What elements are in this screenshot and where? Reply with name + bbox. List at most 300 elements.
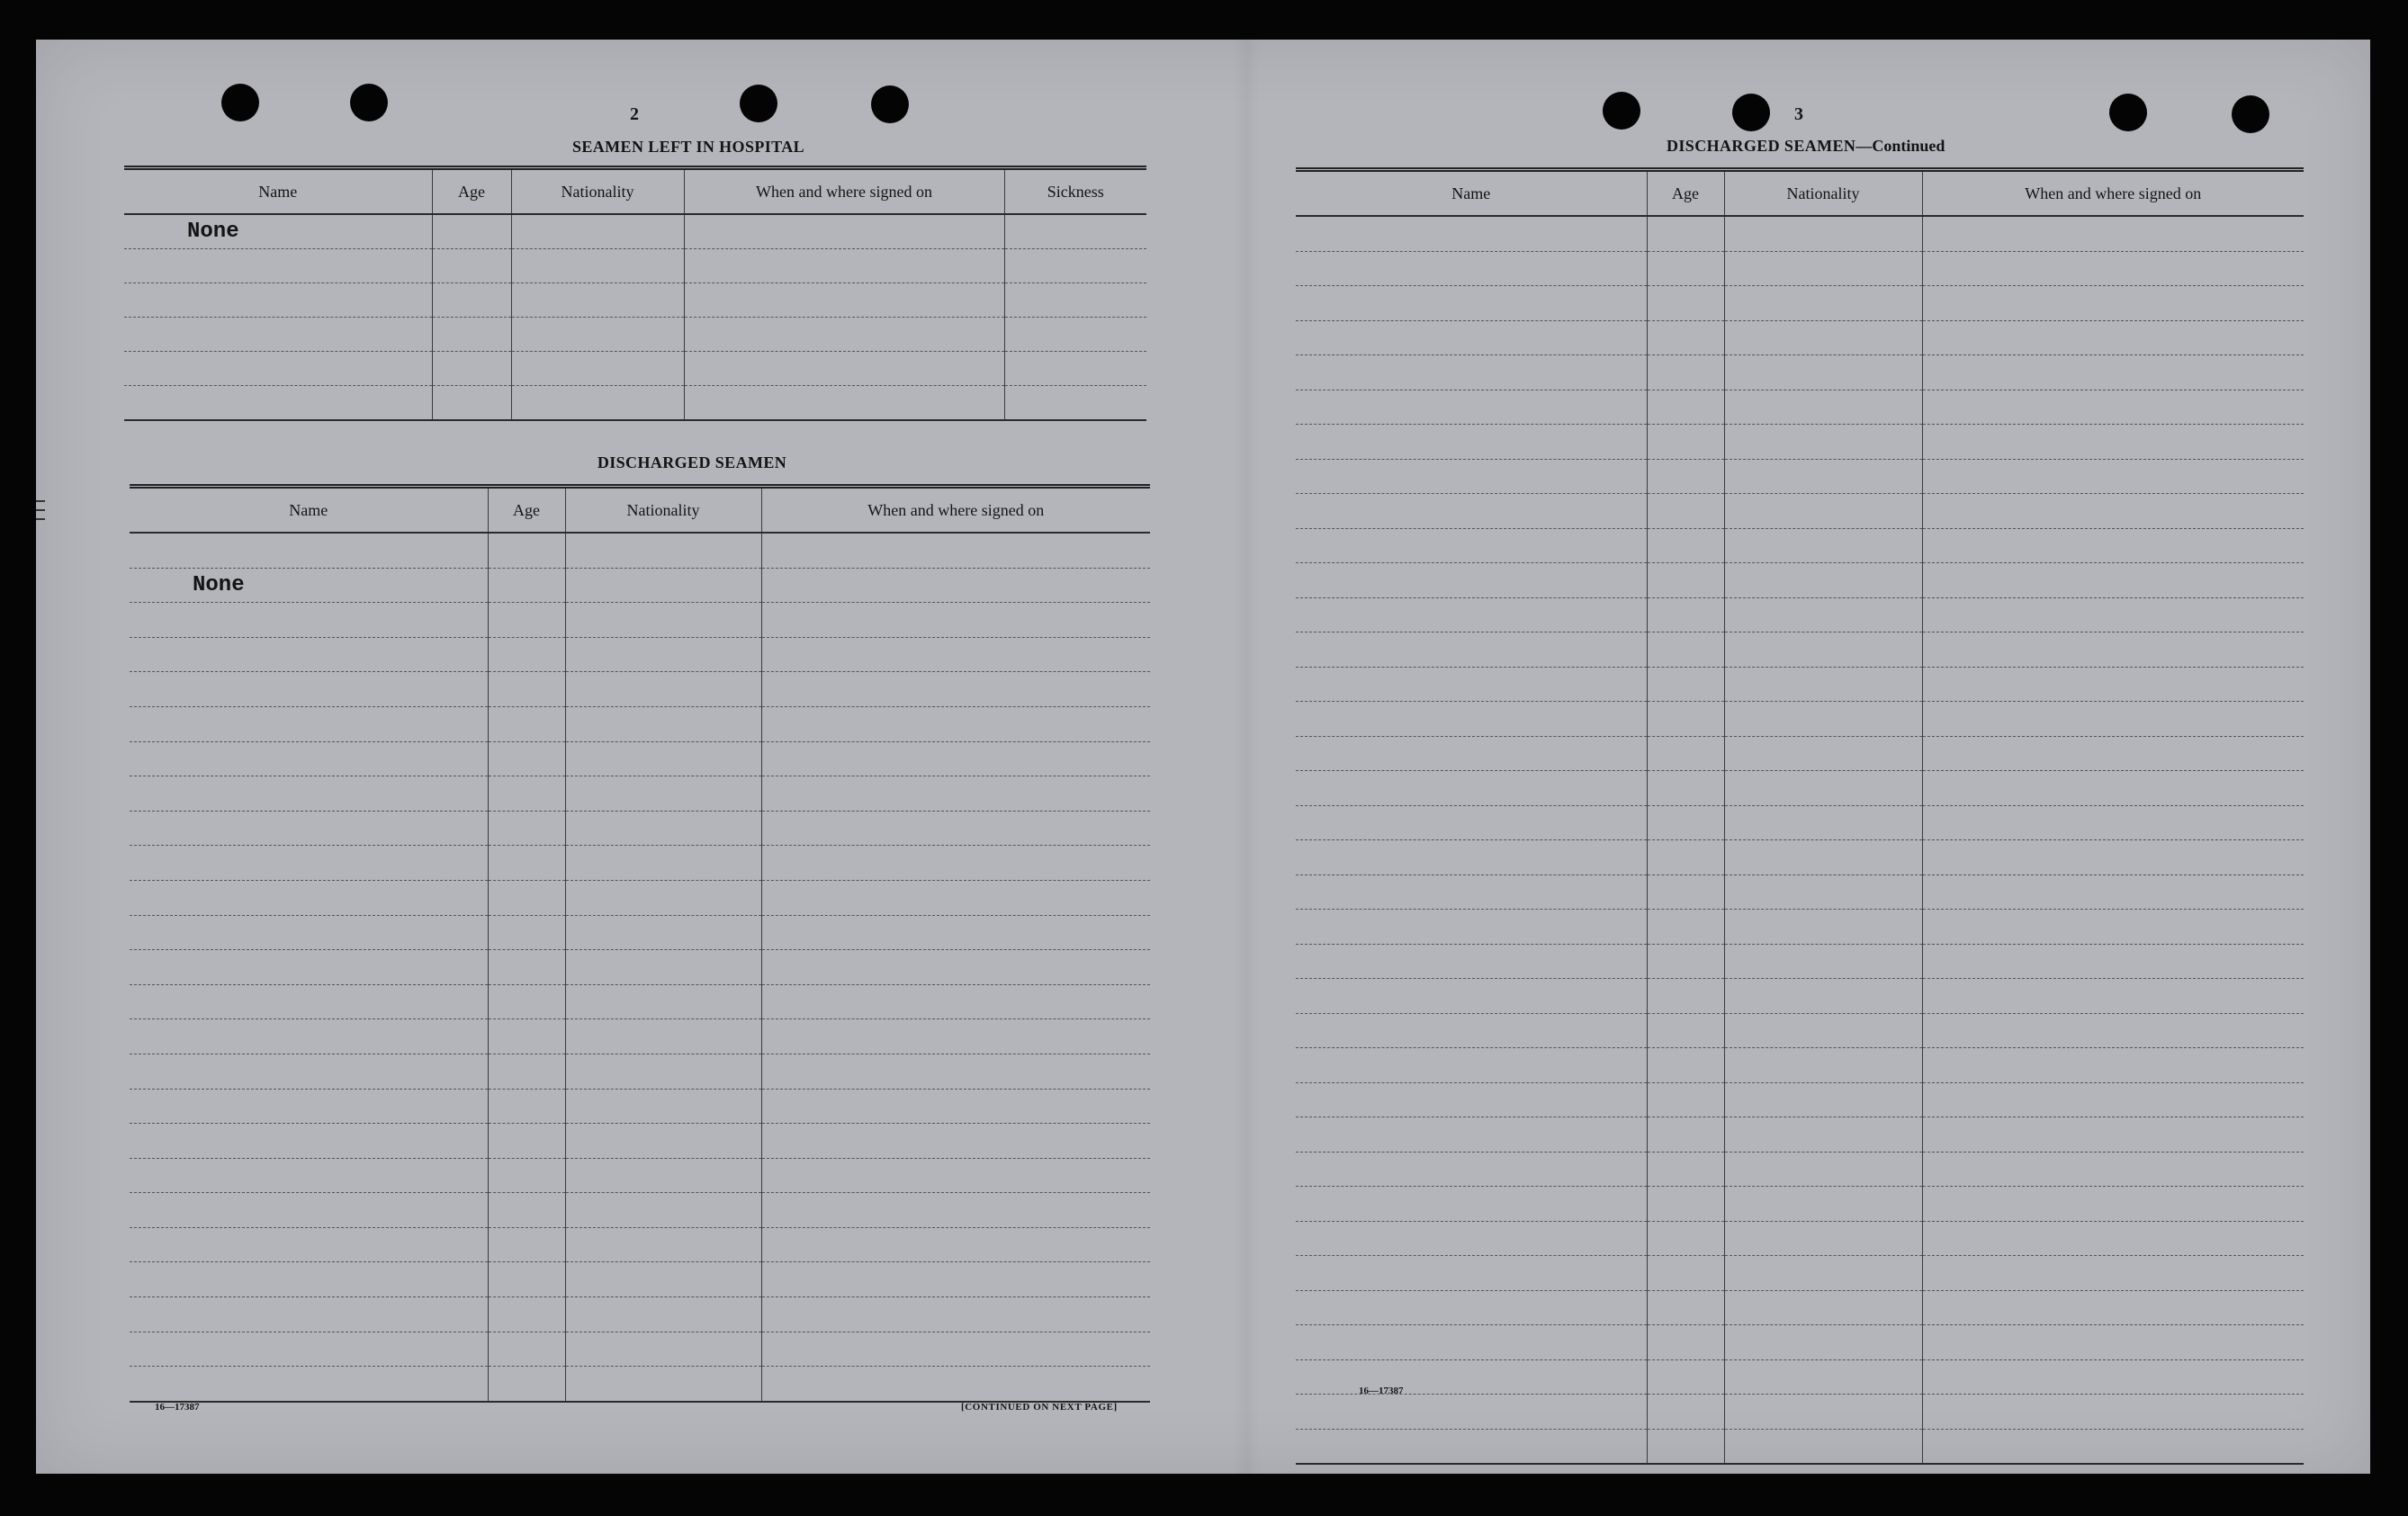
table-cell <box>1922 1325 2304 1360</box>
table-cell <box>1922 840 2304 875</box>
table-cell <box>1724 771 1922 806</box>
table-cell <box>488 1367 565 1402</box>
table-cell <box>761 533 1150 568</box>
form-sheet <box>36 40 2370 1474</box>
table-row <box>1296 1325 2304 1360</box>
table-cell <box>432 283 511 318</box>
table-cell <box>1724 563 1922 598</box>
right-page <box>1260 40 2370 1474</box>
table-cell <box>1724 1082 1922 1117</box>
table-row <box>1296 1048 2304 1083</box>
table-row <box>130 1367 1150 1402</box>
column-header-signed-on: When and where signed on <box>684 168 1004 215</box>
table-cell <box>565 568 761 603</box>
table-cell <box>488 637 565 672</box>
table-cell <box>684 386 1004 421</box>
table-cell <box>761 706 1150 741</box>
table-header-row <box>130 487 1150 534</box>
table-cell <box>1724 1359 1922 1395</box>
table-cell <box>488 915 565 950</box>
section-title-suffix: —Continued <box>1855 137 1945 155</box>
table-cell <box>1647 494 1724 529</box>
table-cell <box>130 672 488 707</box>
form-number: 16—17387 <box>1359 1386 1404 1396</box>
table-cell <box>488 603 565 638</box>
table-row <box>1296 355 2304 390</box>
table-cell <box>761 672 1150 707</box>
table-cell <box>761 1193 1150 1228</box>
table-cell <box>565 603 761 638</box>
table-cell <box>1296 1429 1647 1464</box>
table-cell <box>124 318 432 352</box>
table-row <box>130 984 1150 1019</box>
table-cell <box>1296 1013 1647 1048</box>
table-cell <box>1296 528 1647 563</box>
table-cell <box>1922 667 2304 702</box>
table-cell <box>1647 1256 1724 1291</box>
table-cell <box>130 1367 488 1402</box>
table-cell <box>1296 875 1647 910</box>
table-row <box>1296 286 2304 321</box>
table-cell <box>432 386 511 421</box>
table-cell <box>565 637 761 672</box>
table-cell <box>1922 736 2304 771</box>
section-title-text: DISCHARGED SEAMEN <box>1667 137 1856 155</box>
table-row <box>1296 1429 2304 1464</box>
table-row <box>1296 1290 2304 1325</box>
table-cell <box>488 1089 565 1124</box>
table-cell <box>1296 944 1647 979</box>
column-header-nationality: Nationality <box>565 487 761 534</box>
table-cell <box>1296 805 1647 840</box>
table-cell <box>1647 840 1724 875</box>
column-header-age: Age <box>432 168 511 215</box>
table-cell <box>1647 979 1724 1014</box>
table-cell <box>488 880 565 915</box>
section-title-discharged-continued <box>1667 137 1945 156</box>
table-cell <box>1004 283 1146 318</box>
table-cell <box>1296 286 1647 321</box>
table-cell <box>565 1262 761 1297</box>
table-cell <box>432 352 511 386</box>
table-cell <box>761 1262 1150 1297</box>
table-cell <box>1647 251 1724 286</box>
left-page <box>36 40 1233 1474</box>
table-row <box>1296 702 2304 737</box>
table-cell <box>1004 386 1146 421</box>
table-cell <box>1922 528 2304 563</box>
table-cell <box>1647 771 1724 806</box>
table-cell <box>488 846 565 881</box>
table-cell <box>1922 425 2304 460</box>
table-cell <box>488 568 565 603</box>
table-cell <box>565 706 761 741</box>
table-cell <box>1922 1429 2304 1464</box>
table-cell <box>565 811 761 846</box>
table-row <box>1296 216 2304 251</box>
table-cell <box>1922 320 2304 355</box>
table-cell <box>1724 459 1922 494</box>
continued-note: [CONTINUED ON NEXT PAGE] <box>961 1402 1118 1413</box>
table-cell <box>761 1124 1150 1159</box>
table-cell <box>130 1262 488 1297</box>
table-cell <box>488 1124 565 1159</box>
table-cell <box>1647 632 1724 668</box>
table-cell <box>1296 1221 1647 1256</box>
table-cell <box>684 283 1004 318</box>
table-cell <box>565 846 761 881</box>
table-row <box>1296 251 2304 286</box>
table-row <box>1296 1359 2304 1395</box>
table-cell <box>1922 910 2304 945</box>
table-cell <box>565 984 761 1019</box>
table-cell <box>684 214 1004 249</box>
page-number: 2 <box>630 104 639 124</box>
table-cell <box>511 352 684 386</box>
table-cell <box>1647 1013 1724 1048</box>
table-cell <box>565 1297 761 1332</box>
table-cell <box>1922 1013 2304 1048</box>
section-title-discharged: DISCHARGED SEAMEN <box>597 453 787 471</box>
table-row <box>130 533 1150 568</box>
table-row <box>1296 597 2304 632</box>
table-cell <box>1724 1117 1922 1153</box>
table-cell <box>511 386 684 421</box>
table-row <box>130 1089 1150 1124</box>
table-cell <box>761 811 1150 846</box>
table-cell <box>1647 1152 1724 1187</box>
table-cell <box>1922 1048 2304 1083</box>
table-cell <box>761 1019 1150 1054</box>
table-cell <box>1296 216 1647 251</box>
table-cell <box>488 1158 565 1193</box>
table-cell <box>1647 1290 1724 1325</box>
column-header-nationality: Nationality <box>1724 170 1922 217</box>
table-cell <box>761 1054 1150 1089</box>
table-row <box>130 1332 1150 1367</box>
table-cell <box>761 915 1150 950</box>
table-cell <box>1922 702 2304 737</box>
table-row <box>130 741 1150 776</box>
table-cell <box>1724 597 1922 632</box>
table-cell <box>1724 910 1922 945</box>
table-cell <box>1724 805 1922 840</box>
table-cell <box>1724 875 1922 910</box>
table-cell <box>1004 214 1146 249</box>
table-cell <box>488 1054 565 1089</box>
table-cell <box>761 984 1150 1019</box>
table-row <box>124 249 1146 283</box>
table-cell <box>124 249 432 283</box>
table-row <box>1296 840 2304 875</box>
table-row <box>130 846 1150 881</box>
table-row <box>1296 632 2304 668</box>
column-header-nationality: Nationality <box>511 168 684 215</box>
table-row <box>130 880 1150 915</box>
table-cell <box>684 318 1004 352</box>
table-cell <box>1296 1256 1647 1291</box>
table-cell <box>1922 805 2304 840</box>
table-cell <box>1922 216 2304 251</box>
table-cell <box>1922 459 2304 494</box>
table-cell <box>565 1124 761 1159</box>
table-cell <box>1724 216 1922 251</box>
table-cell <box>565 1158 761 1193</box>
table-cell <box>1724 251 1922 286</box>
table-cell <box>488 984 565 1019</box>
table-cell <box>1922 563 2304 598</box>
table-cell <box>1922 597 2304 632</box>
table-cell <box>1724 1256 1922 1291</box>
table-row <box>1296 736 2304 771</box>
table-row <box>130 1124 1150 1159</box>
table-cell <box>1724 390 1922 425</box>
table-row <box>130 811 1150 846</box>
table-cell <box>565 672 761 707</box>
table-cell <box>1922 1187 2304 1222</box>
table-cell <box>1647 528 1724 563</box>
table-cell <box>1922 875 2304 910</box>
table-cell <box>1004 352 1146 386</box>
table-cell <box>130 637 488 672</box>
table-cell <box>684 352 1004 386</box>
table-cell <box>1296 597 1647 632</box>
table-cell <box>565 1193 761 1228</box>
table-cell <box>432 214 511 249</box>
table-cell <box>1647 216 1724 251</box>
table-cell <box>488 811 565 846</box>
table-cell <box>432 249 511 283</box>
discharged-table <box>130 484 1150 1403</box>
table-cell: None <box>130 568 488 603</box>
table-cell <box>1724 1048 1922 1083</box>
table-row <box>130 706 1150 741</box>
table-cell <box>1724 1395 1922 1430</box>
table-cell <box>1296 494 1647 529</box>
table-cell <box>761 1227 1150 1262</box>
table-cell <box>565 1332 761 1367</box>
table-cell <box>761 603 1150 638</box>
table-cell <box>1296 702 1647 737</box>
table-row <box>1296 1013 2304 1048</box>
table-cell <box>488 1227 565 1262</box>
table-cell <box>1724 1152 1922 1187</box>
table-cell <box>130 1227 488 1262</box>
column-header-name: Name <box>124 168 432 215</box>
table-cell <box>511 214 684 249</box>
section-title-hospital: SEAMEN LEFT IN HOSPITAL <box>571 138 805 156</box>
table-row <box>1296 1117 2304 1153</box>
table-cell <box>130 1019 488 1054</box>
table-cell <box>1647 944 1724 979</box>
table-cell <box>761 950 1150 985</box>
table-cell <box>1724 632 1922 668</box>
table-row <box>124 386 1146 421</box>
page-number: 3 <box>1794 104 1803 124</box>
table-cell <box>1922 286 2304 321</box>
table-row <box>130 603 1150 638</box>
table-cell <box>1296 355 1647 390</box>
table-cell <box>761 568 1150 603</box>
table-cell <box>1647 459 1724 494</box>
table-cell <box>511 318 684 352</box>
table-cell <box>1647 355 1724 390</box>
table-cell <box>1724 979 1922 1014</box>
table-cell <box>1647 736 1724 771</box>
table-cell <box>1296 1187 1647 1222</box>
table-cell <box>488 741 565 776</box>
table-cell <box>130 950 488 985</box>
column-header-name: Name <box>130 487 488 534</box>
table-cell <box>488 1332 565 1367</box>
table-cell <box>1647 1221 1724 1256</box>
table-cell <box>1647 1048 1724 1083</box>
table-cell <box>1724 1221 1922 1256</box>
table-cell <box>1296 251 1647 286</box>
table-cell <box>1296 1325 1647 1360</box>
table-row <box>1296 979 2304 1014</box>
discharged-continued-table <box>1296 167 2304 1465</box>
table-cell <box>488 533 565 568</box>
table-row <box>130 1297 1150 1332</box>
table-cell <box>1647 390 1724 425</box>
table-cell <box>1724 736 1922 771</box>
table-row <box>1296 1152 2304 1187</box>
table-cell <box>1922 1082 2304 1117</box>
table-cell <box>761 846 1150 881</box>
table-cell <box>565 1089 761 1124</box>
table-cell <box>1647 875 1724 910</box>
table-row <box>130 1158 1150 1193</box>
table-cell <box>761 1158 1150 1193</box>
column-header-signed-on: When and where signed on <box>1922 170 2304 217</box>
table-cell <box>1647 1359 1724 1395</box>
table-cell <box>130 1297 488 1332</box>
table-cell <box>1296 425 1647 460</box>
table-cell <box>130 984 488 1019</box>
table-row <box>1296 528 2304 563</box>
table-cell <box>1922 1221 2304 1256</box>
table-row <box>1296 1082 2304 1117</box>
column-header-signed-on: When and where signed on <box>761 487 1150 534</box>
table-cell <box>130 915 488 950</box>
table-row <box>130 1193 1150 1228</box>
table-cell <box>1296 1082 1647 1117</box>
table-cell <box>1647 1325 1724 1360</box>
table-cell <box>1647 320 1724 355</box>
table-cell <box>1922 1117 2304 1153</box>
table-cell <box>130 1089 488 1124</box>
table-cell <box>488 1019 565 1054</box>
table-cell <box>1296 459 1647 494</box>
table-cell <box>1647 1117 1724 1153</box>
table-cell <box>1724 944 1922 979</box>
table-cell <box>1724 667 1922 702</box>
table-row <box>130 915 1150 950</box>
table-row <box>130 568 1150 603</box>
table-cell <box>124 283 432 318</box>
table-row <box>1296 1187 2304 1222</box>
table-cell <box>1647 1395 1724 1430</box>
table-cell <box>1724 355 1922 390</box>
table-row <box>1296 563 2304 598</box>
table-cell <box>1296 390 1647 425</box>
table-cell <box>130 603 488 638</box>
table-cell <box>1647 910 1724 945</box>
table-cell <box>1296 320 1647 355</box>
table-cell <box>1724 1013 1922 1048</box>
table-cell <box>130 1332 488 1367</box>
table-cell <box>1296 632 1647 668</box>
table-cell <box>130 706 488 741</box>
table-cell <box>130 846 488 881</box>
table-cell <box>1296 563 1647 598</box>
table-cell <box>565 915 761 950</box>
table-cell <box>565 1019 761 1054</box>
table-cell <box>1296 1359 1647 1395</box>
table-cell <box>1724 1325 1922 1360</box>
table-cell <box>488 1262 565 1297</box>
table-row <box>1296 459 2304 494</box>
table-cell <box>1922 1395 2304 1430</box>
table-cell <box>1922 355 2304 390</box>
table-row <box>1296 1256 2304 1291</box>
table-cell <box>1647 1429 1724 1464</box>
table-row <box>1296 390 2304 425</box>
table-header-row <box>1296 170 2304 217</box>
table-row <box>1296 1221 2304 1256</box>
table-row <box>1296 771 2304 806</box>
table-cell <box>488 776 565 812</box>
table-cell <box>1724 494 1922 529</box>
table-cell <box>565 1227 761 1262</box>
table-cell <box>488 672 565 707</box>
table-cell <box>1296 1048 1647 1083</box>
table-row <box>1296 494 2304 529</box>
table-row <box>130 950 1150 985</box>
table-cell <box>565 1367 761 1402</box>
table-cell <box>1724 286 1922 321</box>
page-fold <box>1233 40 1260 1474</box>
table-cell <box>1922 1290 2304 1325</box>
table-cell <box>1647 563 1724 598</box>
table-row <box>1296 805 2304 840</box>
table-row <box>130 1262 1150 1297</box>
table-cell <box>1296 1395 1647 1430</box>
table-cell <box>1922 251 2304 286</box>
table-cell <box>1296 979 1647 1014</box>
table-cell <box>1647 597 1724 632</box>
table-cell <box>1724 702 1922 737</box>
table-row <box>124 214 1146 249</box>
table-row <box>130 1227 1150 1262</box>
table-cell <box>761 1089 1150 1124</box>
table-cell <box>1922 1359 2304 1395</box>
table-cell <box>565 950 761 985</box>
table-row <box>124 283 1146 318</box>
table-cell <box>130 1193 488 1228</box>
table-cell <box>1296 736 1647 771</box>
table-cell <box>1724 840 1922 875</box>
table-cell <box>1724 1429 1922 1464</box>
table-cell <box>1647 702 1724 737</box>
table-cell <box>1647 425 1724 460</box>
table-cell <box>1647 1187 1724 1222</box>
table-cell <box>1296 910 1647 945</box>
table-row <box>124 352 1146 386</box>
table-row <box>130 776 1150 812</box>
table-cell <box>1296 1290 1647 1325</box>
